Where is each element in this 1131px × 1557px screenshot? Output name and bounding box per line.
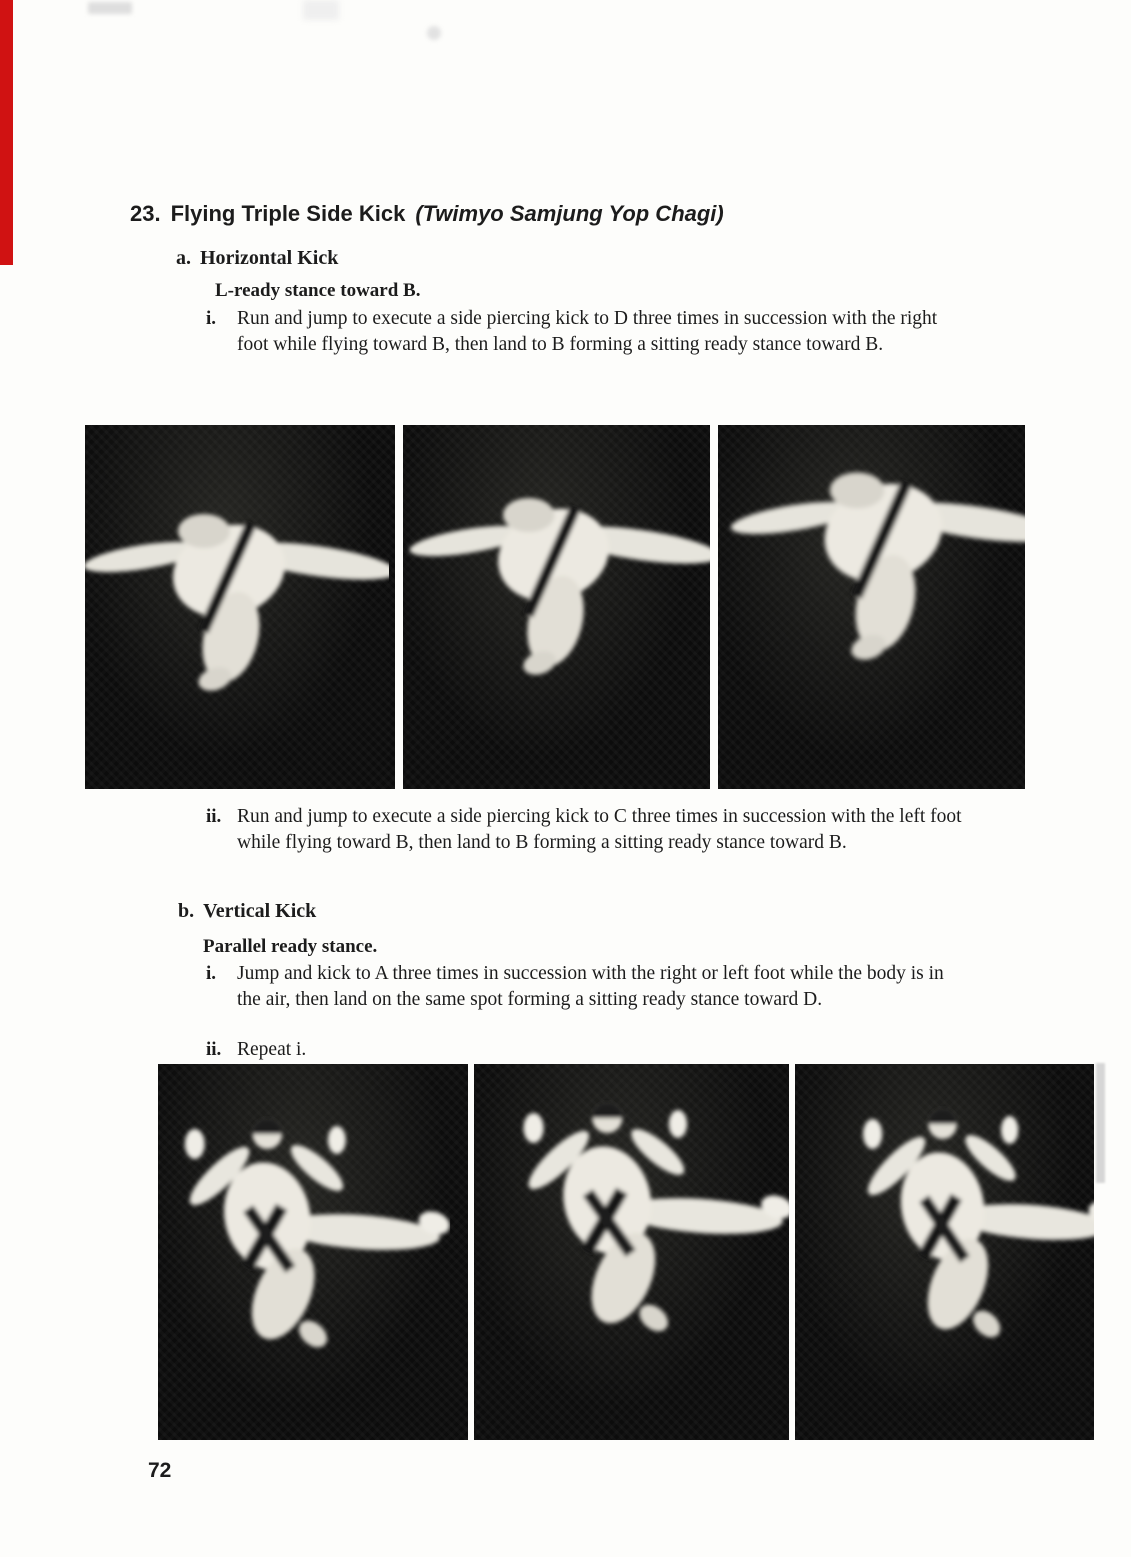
instruction-text: Jump and kick to A three times in succession with the right or left foot while the body is in the air, then land on the same spot forming a sitting ready stance toward D. [237, 963, 944, 1010]
kick-silhouette [158, 1064, 468, 1440]
section-title-text: Flying Triple Side Kick [170, 201, 406, 226]
stance-line-b: Parallel ready stance. [203, 936, 378, 957]
kick-silhouette [718, 425, 1025, 789]
photo-vertical-kick-3 [795, 1064, 1094, 1440]
subsection-b-heading [178, 900, 316, 923]
instruction-text: Repeat i. [237, 1039, 307, 1060]
kick-silhouette [474, 1064, 789, 1440]
page-number: 72 [148, 1459, 172, 1482]
instruction-label: i. [206, 963, 217, 984]
instruction-a-i [206, 306, 963, 357]
photo-vertical-kick-1 [158, 1064, 468, 1440]
kick-silhouette [403, 425, 710, 789]
photo-row-vertical-kick [158, 1064, 1094, 1440]
instruction-text: Run and jump to execute a side piercing kick to C three times in succession with the left foot while flying toward B, then land to B forming a sitting ready stance toward B. [237, 806, 962, 853]
subsection-a-heading [176, 247, 338, 270]
section-title-korean: (Twimyo Samjung Yop Chagi) [415, 201, 724, 226]
subsection-a-title: Horizontal Kick [200, 247, 339, 269]
instruction-label: ii. [206, 806, 222, 827]
instruction-a-ii [206, 804, 963, 855]
subsection-b-title: Vertical Kick [203, 900, 317, 922]
scan-artifact [88, 2, 132, 14]
red-margin-bar [0, 0, 13, 265]
instruction-b-ii [206, 1037, 963, 1063]
section-number: 23. [130, 201, 161, 226]
instruction-b-i [206, 961, 963, 1012]
subsection-b-label: b. [178, 900, 195, 922]
instruction-label: ii. [206, 1039, 222, 1060]
stance-line-a: L-ready stance toward B. [215, 280, 421, 301]
photo-horizontal-kick-2 [403, 425, 710, 789]
kick-silhouette [795, 1064, 1094, 1440]
instruction-text: Run and jump to execute a side piercing kick to D three times in succession with the right foot while flying toward B, then land to B forming a sitting ready stance toward B. [237, 308, 938, 355]
photo-row-horizontal-kick [85, 425, 1025, 789]
subsection-a-label: a. [176, 247, 191, 269]
section-title [130, 201, 724, 227]
scan-artifact [427, 26, 441, 40]
scan-artifact [1096, 1063, 1105, 1183]
photo-horizontal-kick-1 [85, 425, 395, 789]
scan-artifact [303, 0, 339, 20]
instruction-label: i. [206, 308, 217, 329]
photo-horizontal-kick-3 [718, 425, 1025, 789]
kick-silhouette [85, 425, 395, 789]
photo-vertical-kick-2 [474, 1064, 789, 1440]
